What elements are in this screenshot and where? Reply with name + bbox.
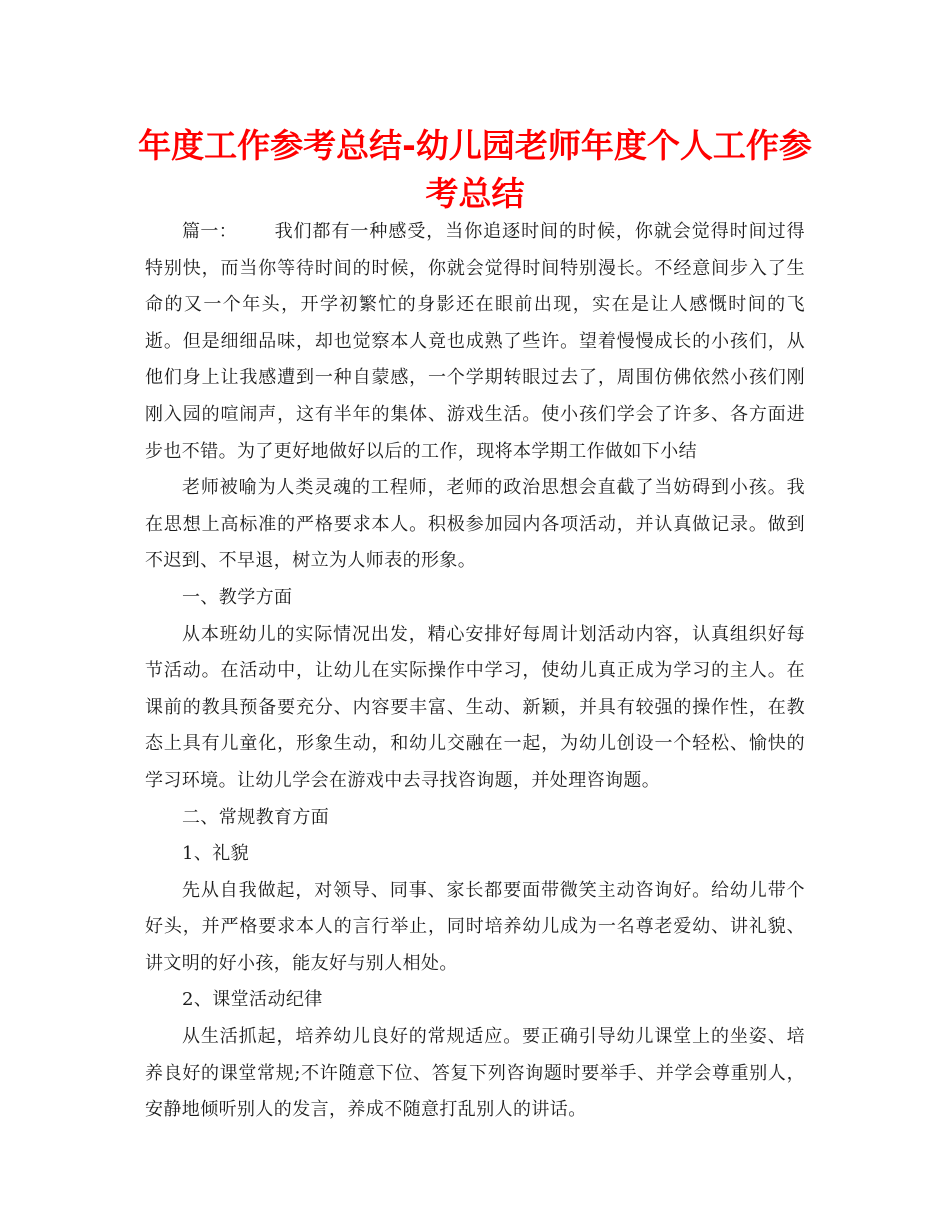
paragraph-1-text: 我们都有一种感受，当你追逐时间的时候，你就会觉得时间过得特别快，而当你等待时间的时候，你就会觉得时间特别漫长。不经意间步入了生命的又一个年头，开学初繁忙的身影还在眼前出现，实在是让人感慨时间的飞逝。但是细细品味，却也觉察本人竟也成熟了些许。望着慢慢成长的小孩们，从他们身上让我感遭到一种自蒙感，一个学期转眼过去了，周围仿佛依然小孩们刚刚入园的喧闹声，这有半年的集体、游戏生活。使小孩们学会了许多、各方面进步也不错。为了更好地做好以后的工作，现将本学期工作做如下小结 <box>145 221 805 462</box>
document-title: 年度工作参考总结-幼儿园老师年度个人工作参考总结 <box>138 126 812 213</box>
paragraph-1-lead: 篇一： <box>182 221 238 242</box>
paragraph-1 <box>145 214 805 470</box>
paragraph-5: 从生活抓起，培养幼儿良好的常规适应。要正确引导幼儿课堂上的坐姿、培养良好的课堂常规;不许随意下位、答复下列咨询题时要举手、并学会尊重别人，安静地倾听别人的发言，养成不随意打乱别人的讲话。 <box>145 1026 805 1121</box>
subheading-classroom-discipline: 2、课堂活动纪律 <box>182 989 323 1011</box>
paragraph-4: 先从自我做起，对领导、同事、家长都要面带微笑主动咨询好。给幼儿带个好头，并严格要求本人的言行举止，同时培养幼儿成为一名尊老爱幼、讲礼貌、讲文明的好小孩，能友好与别人相处。 <box>145 879 805 974</box>
paragraph-2: 老师被喻为人类灵魂的工程师，老师的政治思想会直截了当妨碍到小孩。我在思想上高标准的严格要求本人。积极参加园内各项活动，并认真做记录。做到不迟到、不早退，树立为人师表的形象。 <box>145 477 805 572</box>
document-body <box>145 214 805 1129</box>
subheading-politeness: 1、礼貌 <box>182 843 250 865</box>
paragraph-3: 从本班幼儿的实际情况出发，精心安排好每周计划活动内容，认真组织好每节活动。在活动中，让幼儿在实际操作中学习，使幼儿真正成为学习的主人。在课前的教具预备要充分、内容要丰富、生动、新颖，并具有较强的操作性，在教态上具有儿童化，形象生动，和幼儿交融在一起，为幼儿创设一个轻松、愉快的学习环境。让幼儿学会在游戏中去寻找咨询题，并处理咨询题。 <box>145 623 805 791</box>
section-heading-teaching: 一、教学方面 <box>182 586 293 608</box>
section-heading-routine: 二、常规教育方面 <box>182 806 330 828</box>
